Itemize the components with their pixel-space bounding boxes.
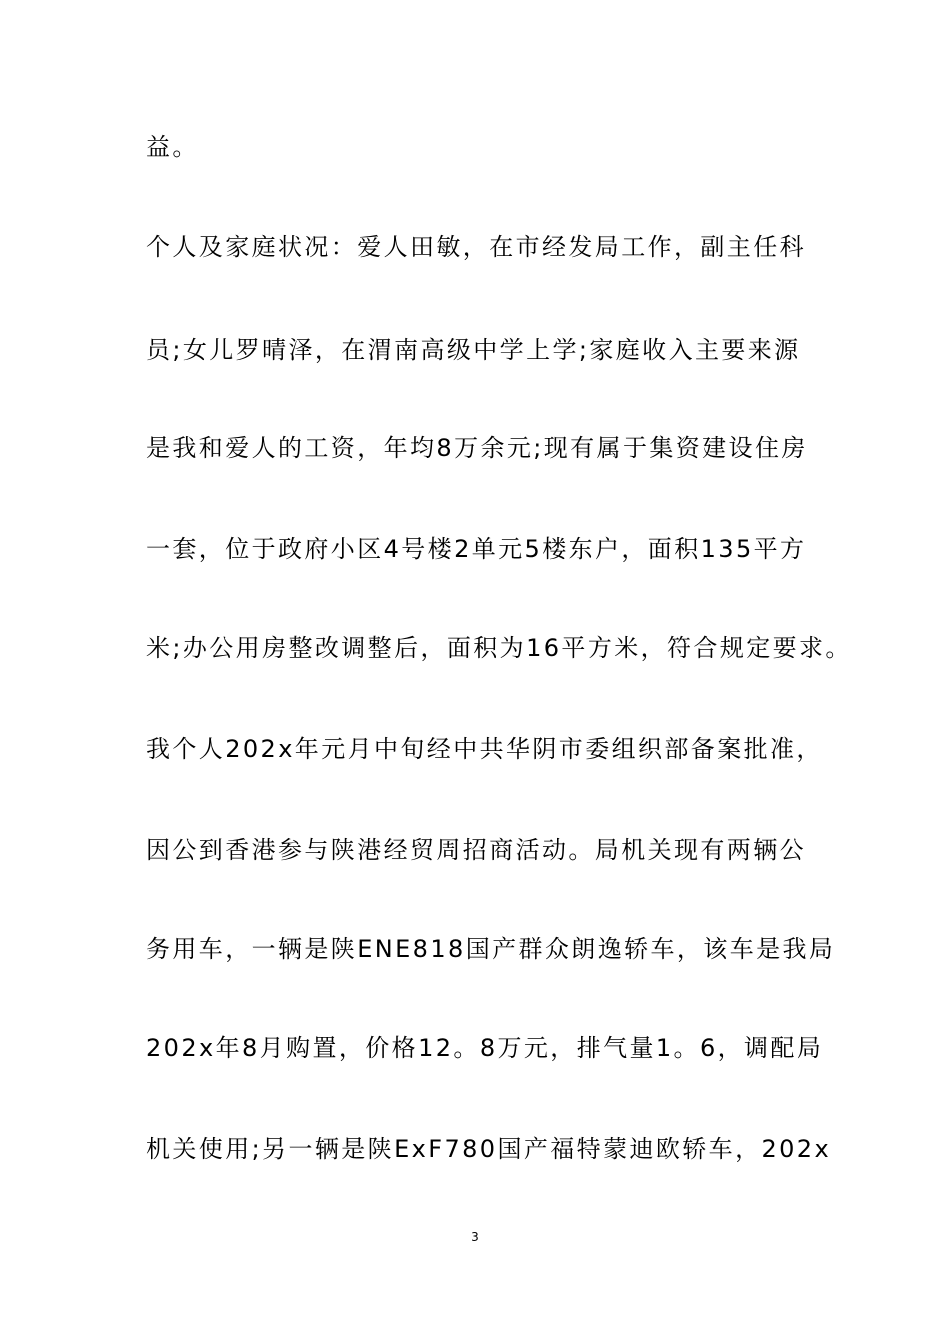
text-line-4: 是我和爱人的工资，年均8万余元;现有属于集资建设住房 <box>146 434 808 462</box>
page-number: 3 <box>471 1230 479 1244</box>
text-line-5: 一套，位于政府小区4号楼2单元5楼东户，面积135平方 <box>146 535 807 563</box>
text-line-10: 202x年8月购置，价格12。8万元，排气量1。6，调配局 <box>146 1034 824 1062</box>
text-line-8: 因公到香港参与陕港经贸周招商活动。局机关现有两辆公 <box>146 836 806 864</box>
text-line-1: 益。 <box>146 133 199 161</box>
text-line-7: 我个人202x年元月中旬经中共华阴市委组织部备案批准， <box>146 735 823 763</box>
text-line-2: 个人及家庭状况：爱人田敏，在市经发局工作，副主任科 <box>146 233 806 261</box>
text-line-11: 机关使用;另一辆是陕ExF780国产福特蒙迪欧轿车，202x <box>146 1135 832 1163</box>
text-line-6: 米;办公用房整改调整后，面积为16平方米，符合规定要求。 <box>146 634 852 662</box>
text-line-9: 务用车，一辆是陕ENE818国产群众朗逸轿车，该车是我局 <box>146 935 836 963</box>
text-line-3: 员;女儿罗晴泽，在渭南高级中学上学;家庭收入主要来源 <box>146 336 801 364</box>
